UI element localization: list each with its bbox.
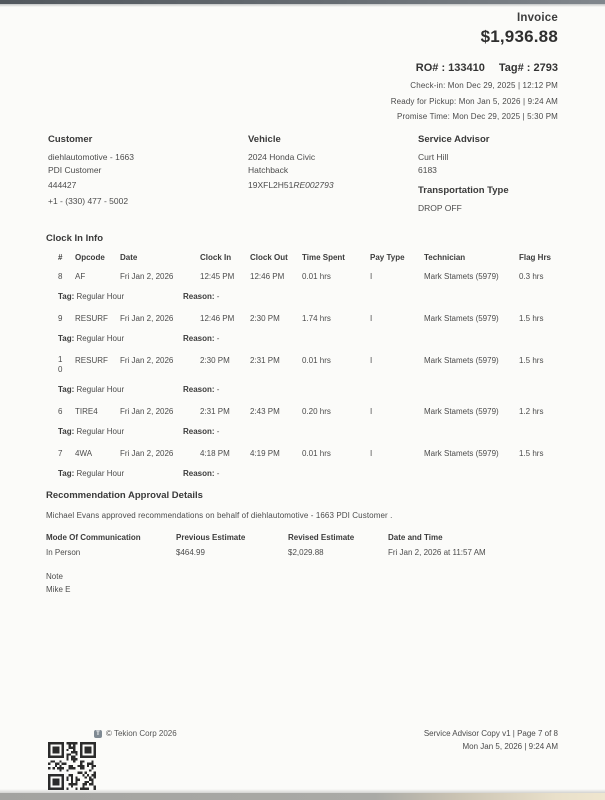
cell-technician: Mark Stamets (5979) [424,449,499,458]
cell-opcode: AF [75,272,86,281]
reason-label: Reason: [183,469,215,478]
clock-in-info-heading: Clock In Info [46,233,103,244]
reason-label: Reason: [183,334,215,343]
tag-label: Tag: [58,469,75,478]
col-header-opcode: Opcode [75,253,105,262]
clock-row-tag-line [58,427,558,436]
value-mode-of-communication: In Person [46,548,81,557]
cell-pay-type: I [370,314,373,323]
col-header-clock-out: Clock Out [250,253,288,262]
service-advisor-heading: Service Advisor [418,134,490,145]
clock-row-tag-line [58,292,558,301]
clock-row-tag-line [58,385,558,394]
customer-block [48,134,238,207]
cell-opcode: 4WA [75,449,93,458]
transportation-type-value: DROP OFF [418,203,462,213]
cell-date: Fri Jan 2, 2026 [120,407,174,416]
invoice-total: $1,936.88 [480,27,558,46]
col-header-date: Date [120,253,138,262]
cell-clock-out: 4:19 PM [250,449,280,458]
qr-code-graphic [48,742,96,790]
col-header-pay-type: Pay Type [370,253,405,262]
tag-number: Tag# : 2793 [498,62,558,74]
cell-date: Fri Jan 2, 2026 [120,356,174,365]
note-value: Mike E [46,585,71,594]
cell-pay-type: I [370,449,373,458]
invoice-header [391,12,558,125]
qr-code [48,742,96,790]
tag-label: Tag: [58,385,75,394]
clock-table-row [58,313,558,343]
value-revised-estimate: $2,029.88 [288,548,324,557]
tag-label: Tag: [58,427,75,436]
scan-edge-bottom [0,793,605,800]
recommendation-heading: Recommendation Approval Details [46,490,203,501]
cell-opcode: TIRE4 [75,407,98,416]
clock-row-tag-line [58,469,558,478]
cell-technician: Mark Stamets (5979) [424,356,499,365]
cell-time-spent: 0.01 hrs [302,272,331,281]
cell-flag-hrs: 1.5 hrs [519,449,544,458]
reason-label: Reason: [183,292,215,301]
cell-line-number: 10 [58,355,63,374]
tag-value: Regular Hour [76,385,125,394]
cell-pay-type: I [370,407,373,416]
timing-meta [391,78,558,125]
cell-flag-hrs: 1.5 hrs [519,314,544,323]
customer-heading: Customer [48,134,93,145]
clock-table-row [58,271,558,301]
info-section [48,134,558,224]
vehicle-block [248,134,408,192]
reason-value: - [216,292,220,301]
cell-line-number: 9 [58,314,63,323]
service-advisor-name: Curt Hill [418,152,449,162]
vin-prefix: 19XFL2H51 [248,180,294,190]
print-timestamp: Mon Jan 5, 2026 | 9:24 AM [462,742,558,751]
value-previous-estimate: $464.99 [176,548,205,557]
col-header-flag-hrs: Flag Hrs [519,253,552,262]
copyright-text: © Tekion Corp 2026 [106,729,177,738]
cell-date: Fri Jan 2, 2026 [120,449,174,458]
scan-edge-top-shadow [0,4,605,7]
customer-type: PDI Customer [48,164,102,175]
clock-in-info-section [46,233,560,490]
vehicle-heading: Vehicle [248,134,281,145]
tag-value: Regular Hour [76,292,125,301]
service-advisor-block [418,134,563,215]
clock-in-table [58,253,558,478]
cell-clock-in: 12:46 PM [200,314,235,323]
customer-name: diehlautomotive - 1663 [48,152,135,162]
cell-line-number: 7 [58,449,63,458]
document-type: Invoice [516,12,558,24]
cell-date: Fri Jan 2, 2026 [120,314,174,323]
cell-opcode: RESURF [75,356,108,365]
tag-value: Regular Hour [76,334,125,343]
cell-clock-out: 2:43 PM [250,407,280,416]
customer-number: 444427 [48,180,77,190]
vin-suffix: RE002793 [293,180,334,190]
transportation-type-heading: Transportation Type [418,185,509,196]
reason-value: - [216,385,220,394]
col-header-time-spent: Time Spent [302,253,345,262]
col-header-revised-estimate: Revised Estimate [288,533,355,542]
cell-clock-in: 12:45 PM [200,272,235,281]
checkin-time: Check-in: Mon Dec 29, 2025 | 12:12 PM [410,81,558,90]
tag-label: Tag: [58,292,75,301]
reason-value: - [216,469,220,478]
clock-row-tag-line [58,334,558,343]
col-header-clock-in: Clock In [200,253,232,262]
cell-time-spent: 1.74 hrs [302,314,331,323]
footer-page-info [424,727,558,753]
reason-label: Reason: [183,385,215,394]
customer-phone: +1 - (330) 477 - 5002 [48,195,129,206]
copyright-line [94,729,177,738]
cell-technician: Mark Stamets (5979) [424,407,499,416]
cell-time-spent: 0.01 hrs [302,449,331,458]
cell-flag-hrs: 1.2 hrs [519,407,544,416]
clock-table-row [58,355,558,394]
clock-table-header [58,253,558,262]
cell-line-number: 8 [58,272,63,281]
tag-value: Regular Hour [76,427,125,436]
tekion-logo-icon: T [94,730,102,738]
col-header-num: # [58,253,63,262]
cell-time-spent: 0.01 hrs [302,356,331,365]
cell-technician: Mark Stamets (5979) [424,314,499,323]
clock-table-body [58,271,558,478]
note-block [46,570,560,596]
vehicle-model: 2024 Honda Civic [248,152,316,162]
ro-tag-line [391,62,558,74]
cell-clock-in: 2:30 PM [200,356,230,365]
reason-value: - [216,427,220,436]
col-header-previous-estimate: Previous Estimate [176,533,246,542]
cell-clock-out: 12:46 PM [250,272,285,281]
cell-clock-in: 4:18 PM [200,449,230,458]
tag-label: Tag: [58,334,75,343]
clock-table-row [58,448,558,478]
col-header-mode-of-communication: Mode Of Communication [46,533,141,542]
cell-technician: Mark Stamets (5979) [424,272,499,281]
copy-version-page: Service Advisor Copy v1 | Page 7 of 8 [423,729,558,738]
cell-pay-type: I [370,272,373,281]
recommendation-approval-section [46,490,560,596]
cell-flag-hrs: 1.5 hrs [519,356,544,365]
vehicle-vin [248,179,408,192]
tag-value: Regular Hour [76,469,125,478]
cell-line-number: 6 [58,407,63,416]
cell-opcode: RESURF [75,314,108,323]
ready-for-pickup-time: Ready for Pickup: Mon Jan 5, 2026 | 9:24 AM [390,96,558,106]
cell-clock-in: 2:31 PM [200,407,230,416]
promise-time: Promise Time: Mon Dec 29, 2025 | 5:30 PM [396,112,558,121]
cell-time-spent: 0.20 hrs [302,407,331,416]
service-advisor-number: 6183 [418,164,437,175]
ro-number: RO# : 133410 [415,62,485,74]
reason-label: Reason: [183,427,215,436]
reason-value: - [216,334,220,343]
col-header-technician: Technician [424,253,466,262]
cell-clock-out: 2:31 PM [250,356,280,365]
cell-date: Fri Jan 2, 2026 [120,272,174,281]
note-label: Note [46,572,63,581]
cell-clock-out: 2:30 PM [250,314,280,323]
recommendation-statement: Michael Evans approved recommendations on behalf of diehlautomotive - 1663 PDI Customer . [46,511,393,520]
cell-flag-hrs: 0.3 hrs [519,272,544,281]
clock-table-row [58,406,558,436]
vehicle-body-style: Hatchback [248,164,289,175]
value-date-and-time: Fri Jan 2, 2026 at 11:57 AM [388,548,486,557]
recommendation-table [46,533,560,557]
col-header-date-and-time: Date and Time [388,533,443,542]
cell-pay-type: I [370,356,373,365]
